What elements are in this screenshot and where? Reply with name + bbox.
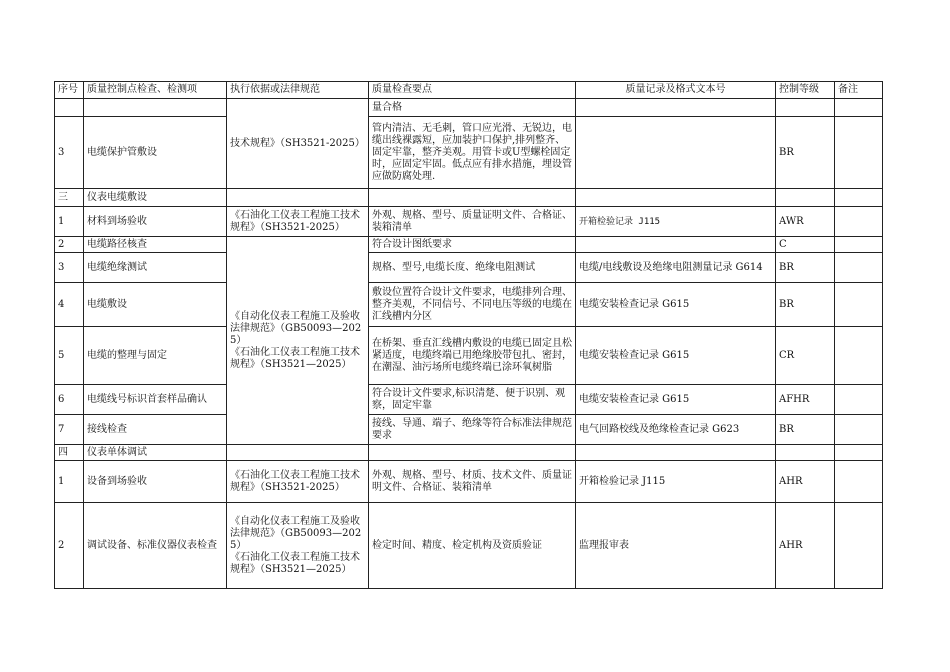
basis-cell: 《石油化工仪表工程施工技术规程》（SH3521-2025） — [227, 207, 369, 237]
item-cell: 调试设备、标准仪器仪表检查 — [84, 503, 227, 589]
table-row — [55, 385, 883, 415]
item-cell: 电缆绝缘测试 — [84, 253, 227, 283]
table-row — [55, 253, 883, 283]
header-row — [55, 82, 883, 99]
note-cell — [835, 327, 883, 385]
item-cell: 设备到场验收 — [84, 461, 227, 503]
record-cell: 电缆/电线敷设及绝缘电阻测量记录 G614 — [576, 253, 776, 283]
record-cell — [576, 117, 776, 189]
note-cell — [835, 253, 883, 283]
header-basis: 执行依据或法律规范 — [227, 82, 369, 99]
seq-cell: 1 — [55, 461, 84, 503]
item-cell: 接线检查 — [84, 415, 227, 445]
table-row — [55, 99, 883, 117]
record-cell: 开箱检验记录 J115 — [576, 461, 776, 503]
record-cell: 电缆安装检查记录 G615 — [576, 385, 776, 415]
basis-cell: 《石油化工仪表工程施工技术规程》（SH3521-2025） — [227, 461, 369, 503]
record-cell — [576, 237, 776, 253]
header-item: 质量控制点检查、检测项 — [84, 82, 227, 99]
section-row — [55, 445, 883, 461]
points-cell: 敷设位置符合设计文件要求，电缆排列合理、整齐美观，不同信号、不同电压等级的电缆在汇线槽内分区 — [369, 283, 576, 327]
table-row — [55, 327, 883, 385]
section-seq: 四 — [55, 445, 84, 461]
seq-cell: 6 — [55, 385, 84, 415]
level-cell: BR — [776, 253, 835, 283]
note-cell — [835, 503, 883, 589]
header-note: 备注 — [835, 82, 883, 99]
seq-cell: 1 — [55, 207, 84, 237]
level-cell: BR — [776, 283, 835, 327]
seq-cell: 5 — [55, 327, 84, 385]
points-cell: 接线、导通、端子、绝缘等符合标准法律规范要求 — [369, 415, 576, 445]
table-row — [55, 283, 883, 327]
seq-cell: 4 — [55, 283, 84, 327]
record-cell: 开箱检验记录 J115 — [576, 207, 776, 237]
table-row — [55, 503, 883, 589]
table-row — [55, 237, 883, 253]
record-cell: 电缆安装检查记录 G615 — [576, 283, 776, 327]
note-cell — [835, 385, 883, 415]
note-cell — [835, 237, 883, 253]
section-title: 仪表电缆敷设 — [84, 189, 227, 207]
level-cell — [776, 99, 835, 117]
header-record: 质量记录及格式文本号 — [576, 82, 776, 99]
record-cell: 电缆安装检查记录 G615 — [576, 327, 776, 385]
level-cell: AHR — [776, 503, 835, 589]
item-cell: 电缆保护管敷设 — [84, 117, 227, 189]
section-row — [55, 189, 883, 207]
level-cell: AHR — [776, 461, 835, 503]
note-cell — [835, 283, 883, 327]
points-cell: 外观、规格、型号、材质、技术文件、质量证明文件、合格证、装箱清单 — [369, 461, 576, 503]
note-cell — [835, 117, 883, 189]
note-cell — [835, 99, 883, 117]
basis-cell: 《自动化仪表工程施工及验收法律规范》（GB50093—2025） 《石油化工仪表工程施工技术规程》（SH3521—2025） — [227, 503, 369, 589]
points-cell: 量合格 — [369, 99, 576, 117]
item-cell: 电缆线号标识首套样品确认 — [84, 385, 227, 415]
record-cell: 监理报审表 — [576, 503, 776, 589]
points-cell: 规格、型号,电缆长度、绝缘电阻测试 — [369, 253, 576, 283]
points-cell: 在桥架、垂直汇线槽内敷设的电缆已固定且松紧适度，电缆终端已用绝缘胶带包扎、密封，在潮湿、油污场所电缆终端已涂环氧树脂 — [369, 327, 576, 385]
item-cell: 电缆敷设 — [84, 283, 227, 327]
item-cell: 材料到场验收 — [84, 207, 227, 237]
table-row — [55, 117, 883, 189]
table-row — [55, 461, 883, 503]
level-cell: BR — [776, 117, 835, 189]
header-level: 控制等级 — [776, 82, 835, 99]
level-cell: BR — [776, 415, 835, 445]
quality-control-table — [54, 81, 883, 589]
table-row — [55, 415, 883, 445]
table-row — [55, 207, 883, 237]
basis-cell: 《自动化仪表工程施工及验收法律规范》（GB50093—2025） 《石油化工仪表工程施工技术规程》（SH3521—2025） — [227, 237, 369, 445]
item-cell: 电缆路径核查 — [84, 237, 227, 253]
note-cell — [835, 461, 883, 503]
basis-cell: 技术规程》（SH3521-2025） — [227, 99, 369, 189]
seq-cell: 2 — [55, 503, 84, 589]
record-cell: 电气回路校线及绝缘检查记录 G623 — [576, 415, 776, 445]
header-points: 质量检查要点 — [369, 82, 576, 99]
item-cell — [84, 99, 227, 117]
points-cell: 符合设计图纸要求 — [369, 237, 576, 253]
seq-cell: 3 — [55, 253, 84, 283]
section-seq: 三 — [55, 189, 84, 207]
points-cell: 管内清洁、无毛刺，管口应光滑、无锐边，电缆出线裸露短，应加装护口保护,排列整齐、固定牢靠，整齐美观。用管卡或U型螺栓固定时，应固定牢固。低点应有排水措施，埋设管应做防腐处理. — [369, 117, 576, 189]
points-cell: 检定时间、精度、检定机构及资质验证 — [369, 503, 576, 589]
header-seq: 序号 — [55, 82, 84, 99]
points-cell: 外观、规格、型号、质量证明文件、合格证、装箱清单 — [369, 207, 576, 237]
record-cell — [576, 99, 776, 117]
note-cell — [835, 207, 883, 237]
level-cell: AWR — [776, 207, 835, 237]
seq-cell — [55, 99, 84, 117]
note-cell — [835, 415, 883, 445]
seq-cell: 3 — [55, 117, 84, 189]
item-cell: 电缆的整理与固定 — [84, 327, 227, 385]
section-title: 仪表单体调试 — [84, 445, 227, 461]
seq-cell: 7 — [55, 415, 84, 445]
level-cell: C — [776, 237, 835, 253]
seq-cell: 2 — [55, 237, 84, 253]
level-cell: CR — [776, 327, 835, 385]
points-cell: 符合设计文件要求,标识清楚、便于识别、观察，固定牢靠 — [369, 385, 576, 415]
level-cell: AFHR — [776, 385, 835, 415]
